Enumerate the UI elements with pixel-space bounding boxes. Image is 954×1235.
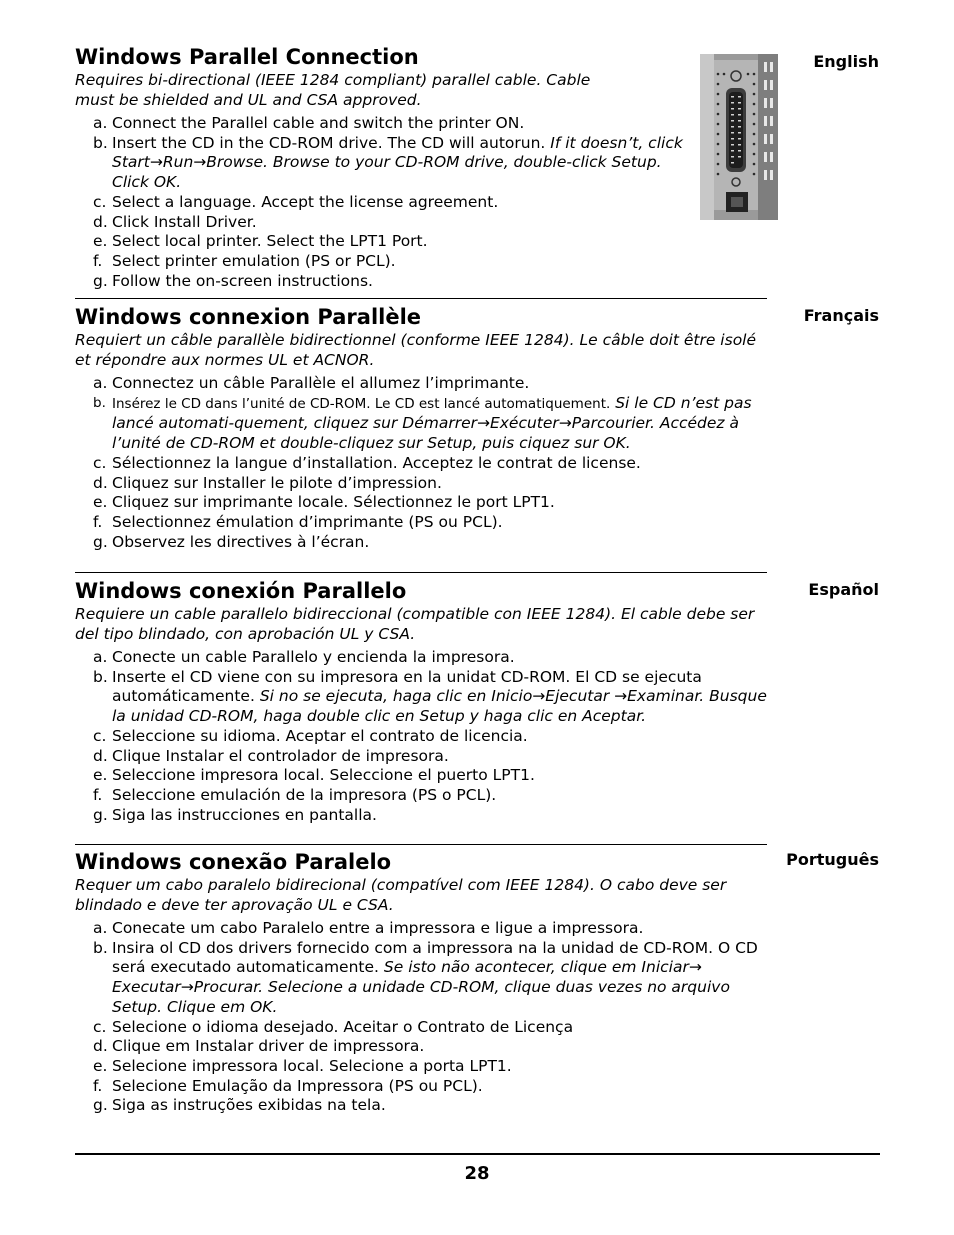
section-divider	[75, 572, 767, 573]
step-d: d. Cliquez sur Installer le pilote d’impression.	[93, 473, 442, 492]
section-english	[75, 44, 687, 291]
step-f: f. Selecione Emulação da Impressora (PS ou PCL).	[93, 1076, 483, 1095]
step-g: g. Siga as instruções exibidas na tela.	[93, 1096, 386, 1115]
footer-divider	[75, 1153, 880, 1155]
step-c: c. Sélectionnez la langue d’installation. Acceptez le contrat de license.	[93, 453, 641, 472]
section-title: Windows conexão Paralelo	[75, 850, 392, 874]
step-e: e. Cliquez sur imprimante locale. Sélectionnez le port LPT1.	[93, 493, 555, 512]
step-e: e. Seleccione impresora local. Seleccione el puerto LPT1.	[93, 766, 535, 785]
step-d: d. Clique em Instalar driver de impressora.	[93, 1037, 425, 1056]
cable-requirement: Requires bi-directional (IEEE 1284 compliant) parallel cable. Cable must be shielded and UL and CSA approved.	[75, 71, 591, 109]
step-a: a. Connect the Parallel cable and switch the printer ON.	[93, 114, 525, 132]
step-f: f. Seleccione emulación de la impresora (PS o PCL).	[93, 785, 497, 804]
section-title: Windows Parallel Connection	[75, 45, 419, 69]
step-f: f. Select printer emulation (PS or PCL).	[93, 251, 396, 270]
cable-requirement: Requer um cabo paralelo bidirecional (compatível com IEEE 1284). O cabo deve ser blindado e deve ter aprovação UL e CSA.	[75, 876, 727, 914]
step-a: a. Conecate um cabo Paralelo entre a impressora e ligue a impressora.	[93, 919, 644, 937]
cable-requirement: Requiere un cable parallelo bidireccional (compatible con IEEE 1284). El cable debe ser del tipo blindado, con aprobación UL y CSA.	[75, 605, 755, 643]
step-list	[75, 648, 767, 825]
step-a: a. Conecte un cable Parallelo y encienda la impresora.	[93, 648, 515, 666]
step-c: c. Selecione o idioma desejado. Aceitar o Contrato de Licença	[93, 1017, 574, 1036]
step-a: a. Connectez un câble Parallèle el allumez l’imprimante.	[93, 374, 530, 392]
section-french	[75, 304, 767, 552]
step-d: d. Click Install Driver.	[93, 212, 257, 231]
step-g: g. Follow the on-screen instructions.	[93, 271, 373, 290]
section-title: Windows conexión Parallelo	[75, 579, 407, 603]
language-label-portuguese: Português	[786, 850, 879, 869]
step-b: b. Insérez le CD dans l’unité de CD-ROM. Le CD est lancé automatiquement. Si le CD n’est pas lancé automati-quement, cliquez sur Démarrer→Exécuter→Parcourier. Accédez à l’unité de CD-ROM et double-cliquez sur Setup, puis ciquez sur OK.	[93, 393, 752, 453]
section-divider	[75, 298, 767, 299]
section-portuguese	[75, 849, 775, 1116]
step-f: f. Selectionnez émulation d’imprimante (PS ou PCL).	[93, 512, 503, 531]
cable-requirement: Requiert un câble parallèle bidirectionnel (conforme IEEE 1284). Le câble doit être isolé et répondre aux normes UL et ACNOR.	[75, 331, 757, 369]
language-label-english: English	[813, 52, 879, 71]
step-list	[75, 374, 767, 552]
step-c: c. Select a language. Accept the license agreement.	[93, 192, 499, 211]
step-c: c. Seleccione su idioma. Aceptar el contrato de licencia.	[93, 726, 528, 745]
step-b: b. Insira ol CD dos drivers fornecido com a impressora na la unidad de CD-ROM. O CD será executado automaticamente. Se isto não acontecer, clique em Iniciar→ Executar→Procurar. Selecione a unidade CD-ROM, clique duas vezes no arquivo Setup. Clique em OK.	[93, 938, 758, 1016]
step-b: b. Insert the CD in the CD-ROM drive. The CD will autorun. If it doesn’t, click Start→Run→Browse. Browse to your CD-ROM drive, double-click Setup. Click OK.	[93, 133, 683, 192]
step-e: e. Select local printer. Select the LPT1 Port.	[93, 232, 428, 251]
step-g: g. Observez les directives à l’écran.	[93, 532, 370, 551]
section-spanish	[75, 578, 767, 825]
step-list	[75, 114, 687, 291]
parallel-port-photo	[700, 54, 778, 220]
step-list	[75, 919, 775, 1116]
language-label-french: Français	[803, 306, 879, 325]
step-d: d. Clique Instalar el controlador de impresora.	[93, 746, 449, 765]
section-title: Windows connexion Parallèle	[75, 305, 422, 329]
language-label-spanish: Español	[808, 580, 879, 599]
page-number: 28	[464, 1163, 490, 1184]
step-b: b. Inserte el CD viene con su impresora en la unidat CD-ROM. El CD se ejecuta automáticamente. Si no se ejecuta, haga clic en Inicio→Ejecutar →Examinar. Busque la unidad CD-ROM, haga double clic en Setup y haga clic en Aceptar.	[93, 667, 767, 726]
step-e: e. Selecione impressora local. Selecione a porta LPT1.	[93, 1056, 512, 1075]
section-divider	[75, 844, 767, 845]
step-g: g. Siga las instrucciones en pantalla.	[93, 805, 377, 824]
